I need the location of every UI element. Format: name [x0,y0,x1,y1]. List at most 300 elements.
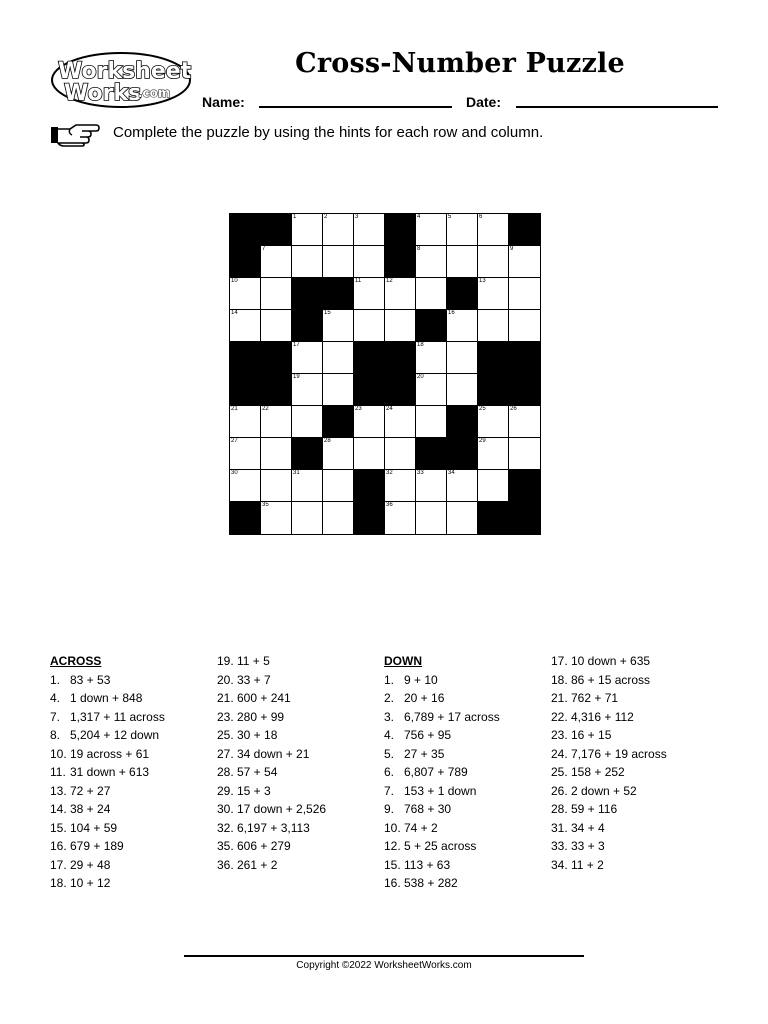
grid-cell[interactable] [384,437,416,470]
grid-cell[interactable] [415,469,447,502]
clue-number: 10. [384,820,401,835]
clue-text: 15 + 3 [237,783,271,798]
clue-item [384,856,500,875]
grid-cell-number: 9 [510,246,514,252]
clue-number: 28. [217,765,234,779]
clue-item [217,763,326,782]
clue-number: 26. [551,783,568,798]
grid-cell[interactable] [384,501,416,535]
grid-cell-blocked [415,437,447,470]
grid-cell-blocked [322,277,354,310]
grid-cell[interactable] [291,213,323,246]
clue-text: 30 + 18 [237,728,278,742]
grid-cell-number: 5 [448,214,452,220]
grid-cell[interactable] [477,469,509,502]
grid-cell[interactable] [291,341,323,374]
clue-text: 4,316 + 112 [571,709,634,724]
clue-item [384,837,500,856]
grid-cell-number: 26 [510,406,517,412]
grid-cell[interactable] [260,469,292,502]
grid-cell-blocked [229,213,261,246]
grid-cell-number: 30 [231,470,238,476]
clue-item [551,763,667,782]
grid-cell-number: 23 [355,406,362,412]
clue-text: 606 + 279 [237,839,291,853]
clue-item [217,726,326,745]
clue-text: 261 + 2 [237,857,278,872]
clue-number: 28. [551,802,568,816]
clue-number: 9. [384,802,395,816]
grid-cell-number: 29 [479,438,486,444]
grid-cell-number: 8 [417,246,421,252]
clue-text: 19 across + 61 [70,746,150,761]
clue-number: 16. [50,839,67,853]
clue-text: 1 down + 848 [70,691,143,705]
grid-cell[interactable] [384,277,416,310]
clue-text: 38 + 24 [70,802,111,816]
grid-cell-number: 11 [355,278,362,284]
clue-number: 15. [384,857,401,872]
clue-number: 17. [551,654,568,668]
clue-number: 34. [551,857,568,872]
grid-cell[interactable] [260,405,292,438]
clue-number: 16. [384,876,401,890]
grid-cell[interactable] [446,373,478,406]
clue-number: 3. [384,709,395,724]
clue-number: 25. [551,765,568,779]
grid-cell-blocked [260,341,292,374]
grid-cell[interactable] [353,405,385,438]
clue-number: 35. [217,839,234,853]
grid-cell[interactable] [415,373,447,406]
clue-number: 2. [384,691,395,705]
grid-cell-number: 16 [448,310,455,316]
clue-number: 14. [50,802,67,816]
clue-number: 33. [551,839,568,853]
grid-cell-blocked [229,341,261,374]
clue-item [217,782,326,801]
clue-item [384,726,500,745]
grid-cell[interactable] [477,309,509,342]
clue-item [384,874,500,893]
clue-item [551,819,667,838]
clue-item [50,819,165,838]
grid-cell[interactable] [415,245,447,278]
grid-cell[interactable] [260,245,292,278]
grid-cell-blocked [353,469,385,502]
grid-cell-number: 13 [479,278,486,284]
clue-text: 153 + 1 down [404,783,477,798]
clue-text: 538 + 282 [404,876,458,890]
grid-cell-number: 22 [262,406,269,412]
grid-cell[interactable] [322,469,354,502]
clue-number: 29. [217,783,234,798]
clue-text: 34 down + 21 [237,746,310,761]
grid-cell-blocked [229,373,261,406]
grid-cell-blocked [353,373,385,406]
copyright-text: Copyright ©2022 WorksheetWorks.com [296,960,472,971]
grid-cell[interactable] [322,437,354,470]
clue-item [50,671,165,690]
clue-item [217,837,326,856]
clue-text: 57 + 54 [237,765,278,779]
clue-item [217,856,326,875]
clue-text: 5 + 25 across [404,839,477,853]
grid-cell[interactable] [260,501,292,535]
clue-item [384,800,500,819]
grid-cell-number: 3 [355,214,359,220]
grid-cell-number: 10 [231,278,238,284]
grid-cell-blocked [477,373,509,406]
clue-text: 6,807 + 789 [404,765,468,779]
grid-cell-blocked [322,405,354,438]
grid-cell[interactable] [229,277,261,310]
clue-item [217,819,326,838]
grid-cell-number: 14 [231,310,238,316]
grid-cell-number: 15 [324,310,331,316]
clue-text: 11 + 5 [237,654,270,668]
clue-text: 27 + 35 [404,746,445,761]
clue-text: 10 + 12 [70,876,111,890]
grid-cell-blocked [291,277,323,310]
grid-cell-number: 27 [231,438,238,444]
page-title: Cross-Number Puzzle [295,48,625,79]
clue-item [50,708,165,727]
grid-cell-blocked [384,213,416,246]
grid-cell[interactable] [508,437,541,470]
grid-cell[interactable] [477,245,509,278]
clue-text: 83 + 53 [70,672,111,687]
clue-item [384,745,500,764]
grid-cell-number: 1 [293,214,297,220]
grid-cell[interactable] [322,309,354,342]
clue-text: 20 + 16 [404,691,445,705]
grid-cell-blocked [384,341,416,374]
clue-text: 113 + 63 [404,857,451,872]
grid-cell[interactable] [353,277,385,310]
clue-text: 59 + 116 [571,802,618,816]
clue-item [50,782,165,801]
date-label: Date: [466,94,502,110]
clue-text: 762 + 71 [571,691,619,705]
grid-cell-number: 4 [417,214,421,220]
clue-number: 11. [50,765,66,779]
clue-item [50,763,165,782]
clue-item [50,800,165,819]
date-field[interactable] [516,106,718,108]
grid-cell-blocked [477,501,509,535]
clue-text: 768 + 30 [404,802,452,816]
clue-item [50,745,165,764]
grid-cell[interactable] [415,405,447,438]
clue-number: 4. [384,728,395,742]
grid-cell-number: 31 [293,470,300,476]
clue-text: 29 + 48 [70,857,111,872]
grid-cell-number: 34 [448,470,455,476]
grid-cell[interactable] [260,437,292,470]
grid-cell[interactable] [291,469,323,502]
grid-cell[interactable] [446,341,478,374]
clue-number: 10. [50,746,67,761]
across-clues-column-2 [217,652,326,874]
grid-cell[interactable] [291,373,323,406]
down-clues-column-2 [551,652,667,874]
clue-text: 86 + 15 across [571,672,651,687]
clue-text: 280 + 99 [237,709,285,724]
grid-cell[interactable] [384,405,416,438]
clue-number: 18. [50,876,67,890]
grid-cell-blocked [508,213,541,246]
clue-text: 1,317 + 11 across [70,709,165,724]
grid-cell[interactable] [353,213,385,246]
grid-cell[interactable] [260,277,292,310]
clue-item [50,874,165,893]
clue-number: 21. [217,691,234,705]
grid-cell[interactable] [260,309,292,342]
grid-cell-number: 7 [262,246,266,252]
grid-cell[interactable] [322,213,354,246]
grid-cell[interactable] [229,469,261,502]
grid-cell-blocked [260,373,292,406]
grid-cell[interactable] [322,341,354,374]
clue-number: 6. [384,765,395,779]
clue-text: 600 + 241 [237,691,291,705]
clue-text: 33 + 3 [571,839,605,853]
clue-number: 15. [50,820,67,835]
grid-cell[interactable] [446,469,478,502]
clue-number: 22. [551,709,568,724]
name-field[interactable] [259,106,452,108]
logo-text-line1: Worksheet [58,59,192,84]
clue-item [551,726,667,745]
clue-item [551,800,667,819]
grid-cell-number: 32 [386,470,393,476]
clue-item [384,819,500,838]
grid-cell-blocked [508,341,541,374]
grid-cell[interactable] [322,501,354,535]
grid-cell-blocked [446,437,478,470]
clue-item [217,800,326,819]
clue-item [50,689,165,708]
grid-cell-number: 2 [324,214,328,220]
grid-cell-number: 18 [417,342,424,348]
grid-cell-blocked [508,469,541,502]
clue-item [384,763,500,782]
clue-text: 6,789 + 17 across [404,709,500,724]
grid-cell[interactable] [322,245,354,278]
grid-cell-blocked [508,373,541,406]
grid-cell[interactable] [322,373,354,406]
grid-cell[interactable] [229,309,261,342]
grid-cell-number: 28 [324,438,331,444]
grid-cell[interactable] [415,213,447,246]
clue-item [384,782,500,801]
clue-item [551,782,667,801]
clue-number: 24. [551,746,568,761]
clue-text: 679 + 189 [70,839,124,853]
clue-item [50,837,165,856]
clue-text: 6,197 + 3,113 [237,820,310,835]
grid-cell[interactable] [353,309,385,342]
clue-item [551,745,667,764]
clue-number: 13. [50,783,67,798]
clue-item [551,652,667,671]
clue-number: 1. [384,672,395,687]
clue-item [217,652,326,671]
clue-number: 32. [217,820,234,835]
grid-cell-blocked [291,309,323,342]
clue-item [551,689,667,708]
clue-item [551,671,667,690]
clue-number: 12. [384,839,401,853]
grid-cell-number: 35 [262,502,269,508]
clue-text: 16 + 15 [571,728,612,742]
grid-cell-number: 33 [417,470,424,476]
grid-cell-blocked [477,341,509,374]
instruction-text: Complete the puzzle by using the hints for each row and column. [113,124,544,141]
grid-cell-number: 19 [293,374,300,380]
down-clues-column-1 [384,652,500,893]
grid-cell[interactable] [508,405,541,438]
grid-cell[interactable] [291,501,323,535]
clue-number: 20. [217,672,234,687]
grid-cell[interactable] [477,405,509,438]
clue-text: 74 + 2 [404,820,438,835]
clue-number: 8. [50,728,61,742]
grid-cell[interactable] [446,245,478,278]
grid-cell-number: 25 [479,406,486,412]
clue-item [551,837,667,856]
grid-cell-blocked [353,341,385,374]
clue-number: 27. [217,746,234,761]
clue-text: 31 down + 613 [70,765,150,779]
clue-number: 30. [217,802,234,816]
clue-text: 158 + 252 [571,765,625,779]
clue-item [50,856,165,875]
clue-item [217,745,326,764]
name-label: Name: [202,94,245,110]
grid-cell-blocked [229,501,261,535]
clue-item [551,708,667,727]
clue-number: 18. [551,672,568,687]
across-clues-column-1 [50,652,165,893]
cross-number-grid [229,213,540,534]
clue-text: 756 + 95 [404,728,452,742]
clue-number: 5. [384,746,395,761]
clue-number: 7. [50,709,61,724]
clue-text: 10 down + 635 [571,654,651,668]
grid-cell[interactable] [446,501,478,535]
grid-cell[interactable] [477,213,509,246]
clue-number: 31. [551,820,568,835]
grid-cell[interactable] [477,437,509,470]
grid-cell-blocked [508,501,541,535]
clue-text: 33 + 7 [237,672,271,687]
clue-number: 23. [217,709,234,724]
footer-divider [184,955,584,957]
clue-text: 17 down + 2,526 [237,802,327,816]
grid-cell[interactable] [384,309,416,342]
clue-number: 17. [50,857,67,872]
clue-number: 1. [50,672,61,687]
clue-item [384,708,500,727]
clue-number: 25. [217,728,234,742]
grid-cell-number: 20 [417,374,424,380]
grid-cell-blocked [353,501,385,535]
grid-cell[interactable] [446,309,478,342]
grid-cell[interactable] [384,469,416,502]
clue-item [217,671,326,690]
clue-text: 104 + 59 [70,820,118,835]
grid-cell[interactable] [508,245,541,278]
grid-cell[interactable] [446,213,478,246]
grid-cell[interactable] [291,405,323,438]
clue-item [384,689,500,708]
grid-cell-blocked [384,245,416,278]
grid-cell-blocked [384,373,416,406]
grid-cell[interactable] [229,405,261,438]
grid-cell[interactable] [353,437,385,470]
clue-number: 7. [384,783,395,798]
grid-cell-blocked [415,309,447,342]
clue-text: 9 + 10 [404,672,438,687]
logo-text-suffix: .com [138,86,171,100]
grid-cell-number: 17 [293,342,300,348]
grid-cell[interactable] [508,277,541,310]
grid-cell-number: 21 [231,406,238,412]
grid-cell-number: 24 [386,406,393,412]
clue-item [217,708,326,727]
clue-number: 23. [551,728,568,742]
grid-cell-number: 36 [386,502,393,508]
clue-number: 21. [551,691,568,705]
clue-text: 7,176 + 19 across [571,746,667,761]
clue-item [50,726,165,745]
grid-cell-number: 12 [386,278,393,284]
clue-text: 5,204 + 12 down [70,728,160,742]
grid-cell[interactable] [229,437,261,470]
worksheetworks-logo [50,50,192,110]
clue-text: 34 + 4 [571,820,605,835]
down-heading: DOWN [384,654,422,668]
grid-cell-number: 6 [479,214,483,220]
grid-cell[interactable] [415,501,447,535]
across-heading: ACROSS [50,654,102,668]
grid-cell-blocked [446,277,478,310]
logo-text-line2: Works [64,81,142,106]
grid-cell-blocked [229,245,261,278]
clue-text: 11 + 2 [571,857,604,872]
clue-item [384,671,500,690]
clue-item [551,856,667,875]
grid-cell-blocked [291,437,323,470]
grid-cell-blocked [446,405,478,438]
pointing-hand-icon [50,123,100,147]
grid-cell[interactable] [415,277,447,310]
clue-text: 72 + 27 [70,783,111,798]
clue-text: 2 down + 52 [571,783,637,798]
clue-number: 19. [217,654,234,668]
clue-number: 4. [50,691,61,705]
grid-cell[interactable] [477,277,509,310]
grid-cell[interactable] [353,245,385,278]
clue-item [217,689,326,708]
grid-cell[interactable] [508,309,541,342]
clue-number: 36. [217,857,234,872]
grid-cell[interactable] [415,341,447,374]
grid-cell-blocked [260,213,292,246]
grid-cell[interactable] [291,245,323,278]
